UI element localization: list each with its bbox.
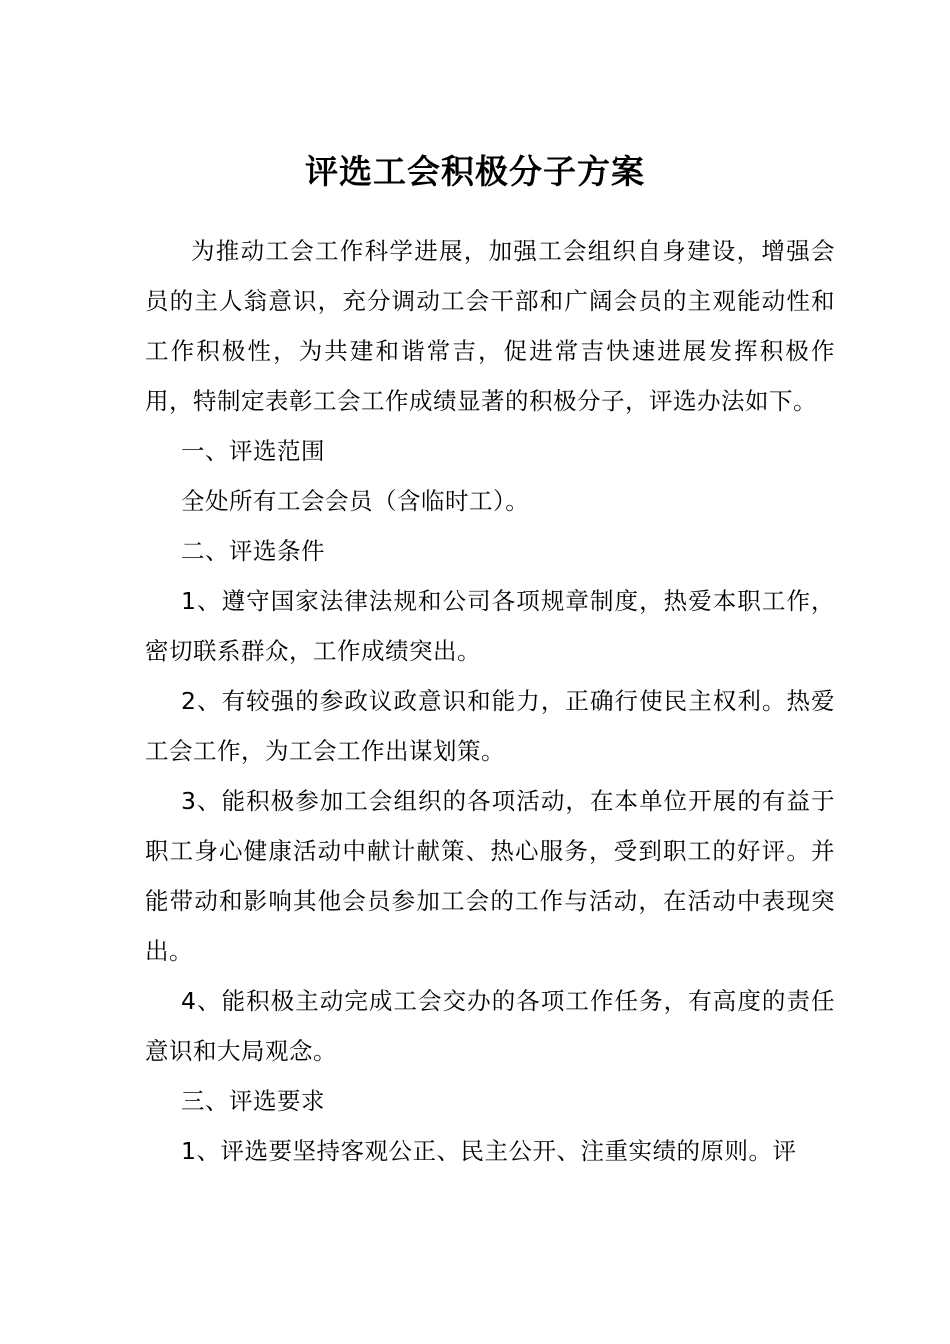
document-title: 评选工会积极分子方案 xyxy=(305,152,645,192)
document-body xyxy=(145,226,835,1176)
scope-paragraph: 全处所有工会会员（含临时工）。 xyxy=(181,487,530,515)
section-heading-requirements: 三、评选要求 xyxy=(181,1087,325,1115)
requirement-item-1: 1、评选要坚持客观公正、民主公开、注重实绩的原则。评 xyxy=(181,1137,797,1165)
section-heading-conditions: 二、评选条件 xyxy=(181,537,325,565)
condition-item-2: 2、有较强的参政议政意识和能力，正确行使民主权利。热爱工会工作，为工会工作出谋划策。 xyxy=(145,687,835,765)
intro-paragraph: 为推动工会工作科学进展，加强工会组织自身建设，增强会员的主人翁意识，充分调动工会干部和广阔会员的主观能动性和工作积极性，为共建和谐常吉，促进常吉快速进展发挥积极作用，特制定表彰工会工作成绩显著的积极分子，评选办法如下。 xyxy=(145,237,835,415)
section-heading-scope: 一、评选范围 xyxy=(181,437,325,465)
condition-item-1: 1、遵守国家法律法规和公司各项规章制度，热爱本职工作，密切联系群众，工作成绩突出。 xyxy=(145,587,835,665)
condition-item-4: 4、能积极主动完成工会交办的各项工作任务，有高度的责任意识和大局观念。 xyxy=(145,987,835,1065)
condition-item-3: 3、能积极参加工会组织的各项活动，在本单位开展的有益于职工身心健康活动中献计献策、热心服务，受到职工的好评。并能带动和影响其他会员参加工会的工作与活动，在活动中表现突出。 xyxy=(145,787,835,965)
